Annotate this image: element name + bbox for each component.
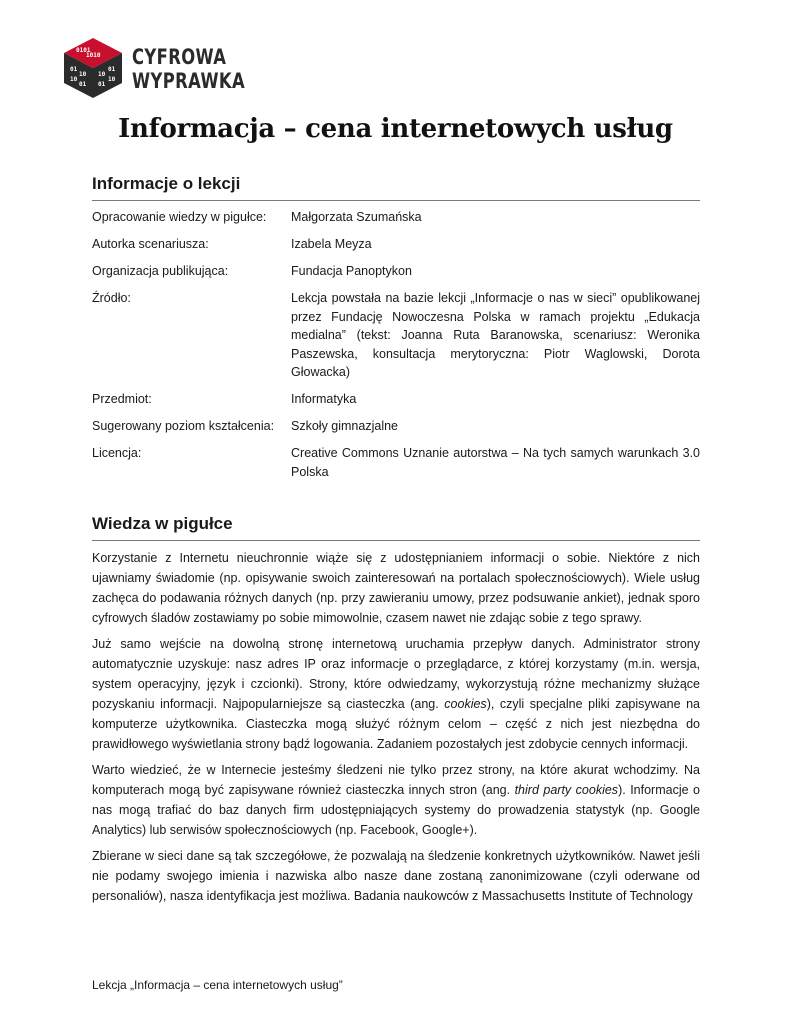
svg-text:01: 01 <box>98 81 106 88</box>
info-label: Licencja: <box>92 446 142 460</box>
info-value: Creative Commons Uznanie autorstwa – Na tych samych warunkach 3.0 Polska <box>291 446 700 479</box>
info-value: Małgorzata Szumańska <box>291 210 422 224</box>
logo-cube-icon <box>62 36 124 100</box>
info-label: Sugerowany poziom kształcenia: <box>92 419 275 433</box>
knowledge-body <box>92 548 700 912</box>
paragraph-2: Już samo wejście na dowolną stronę internetową uruchamia przepływ danych. Administrator strony automatycznie uzyskuje: nasz adres IP oraz informacje o przeglądarce, z której korzystamy (m.in. wersja, system operacyjny, język i czcionki). Strony, które odwiedzamy, wykorzystują różne mechanizmy służące pozyskaniu informacji. Najpopularniejsze są ciasteczka (ang. cookies), czyli specjalne pliki zapisywane na komputerze użytkownika. Ciasteczka mogą służyć różnym celom – część z nich jest niezbędna do prawidłowego wyświetlania strony bądź logowania. Zadaniem pozostałych jest zdobycie cennych informacji. <box>92 637 701 751</box>
lesson-info-table <box>92 208 700 490</box>
info-label: Opracowanie wiedzy w pigułce: <box>92 210 267 224</box>
info-label: Autorka scenariusza: <box>92 237 209 251</box>
svg-text:01: 01 <box>108 66 116 73</box>
info-row <box>92 235 700 254</box>
paragraph-4: Zbierane w sieci dane są tak szczegółowe, że pozwalają na śledzenie konkretnych użytkowników. Nawet jeśli nie podamy swojego imienia i nazwiska albo nasze dane zostaną zanonimizowane (czyli oderwane od personaliów), nasza identyfikacja jest możliwa. Badania naukowców z Massachusetts Institute of Technology <box>92 849 700 903</box>
term-third-party-cookies: third party cookies <box>514 783 619 797</box>
info-value: Lekcja powstała na bazie lekcji „Informacje o nas w sieci” opublikowanej przez Fundację Nowoczesna Polska w ramach projektu „Edukacja medialna” (tekst: Joanna Ruta Baranowska, scenariusz: Weronika Paszewska, konsultacja merytoryczna: Piotr Waglowski, Dorota Głowacka) <box>291 291 700 379</box>
info-label: Organizacja publikująca: <box>92 264 229 278</box>
svg-text:01: 01 <box>70 66 78 73</box>
info-label: Przedmiot: <box>92 392 152 406</box>
cyfrowa-wyprawka-logo <box>62 36 246 100</box>
term-cookies: cookies <box>444 697 487 711</box>
info-row <box>92 417 700 436</box>
info-value: Szkoły gimnazjalne <box>291 419 398 433</box>
page-title: Informacja – cena internetowych usług <box>118 114 673 144</box>
paragraph-1: Korzystanie z Internetu nieuchronnie wiąże się z udostępnianiem informacji o sobie. Niektóre z nich ujawniamy świadomie (np. opisywanie swoich zainteresowań na portalach społecznościowych). Wiele usług zachęca do podawania różnych danych (np. przy zawieraniu umowy, przez podsuwanie ankiet), jednak sporo cyfrowych śladów zostawiamy po sobie mimowolnie, czasem nawet nie zdając sobie z tego sprawy. <box>92 551 700 625</box>
info-value: Izabela Meyza <box>291 237 372 251</box>
info-value: Fundacja Panoptykon <box>291 264 412 278</box>
info-row <box>92 444 700 481</box>
section-heading-lesson-info: Informacje o lekcji <box>92 174 700 201</box>
logo-line-1: CYFROWA <box>132 45 227 69</box>
svg-text:10: 10 <box>108 76 116 83</box>
info-row <box>92 289 700 382</box>
paragraph-3: Warto wiedzieć, że w Internecie jesteśmy śledzeni nie tylko przez strony, na które akurat wchodzimy. Na komputerach mogą być zapisywane również ciasteczka innych stron (ang. third party cookies). Informacje o nas mogą trafiać do baz danych firm udostępniających systemy do prowadzenia statystyk (np. Google Analytics) lub serwisów społecznościowych (np. Facebook, Google+). <box>92 763 700 837</box>
info-label: Źródło: <box>92 291 131 305</box>
info-value: Informatyka <box>291 392 357 406</box>
page-footer: Lekcja „Informacja – cena internetowych usług” <box>92 978 343 992</box>
svg-text:10: 10 <box>70 76 78 83</box>
info-row <box>92 208 700 227</box>
svg-text:01: 01 <box>79 81 87 88</box>
svg-text:10: 10 <box>79 71 87 78</box>
svg-text:0101: 0101 <box>76 47 91 54</box>
svg-text:1010: 1010 <box>86 52 101 59</box>
info-row <box>92 390 700 409</box>
logo-line-2: WYPRAWKA <box>132 69 246 93</box>
svg-text:10: 10 <box>98 71 106 78</box>
info-row <box>92 262 700 281</box>
section-heading-knowledge: Wiedza w pigułce <box>92 514 700 541</box>
